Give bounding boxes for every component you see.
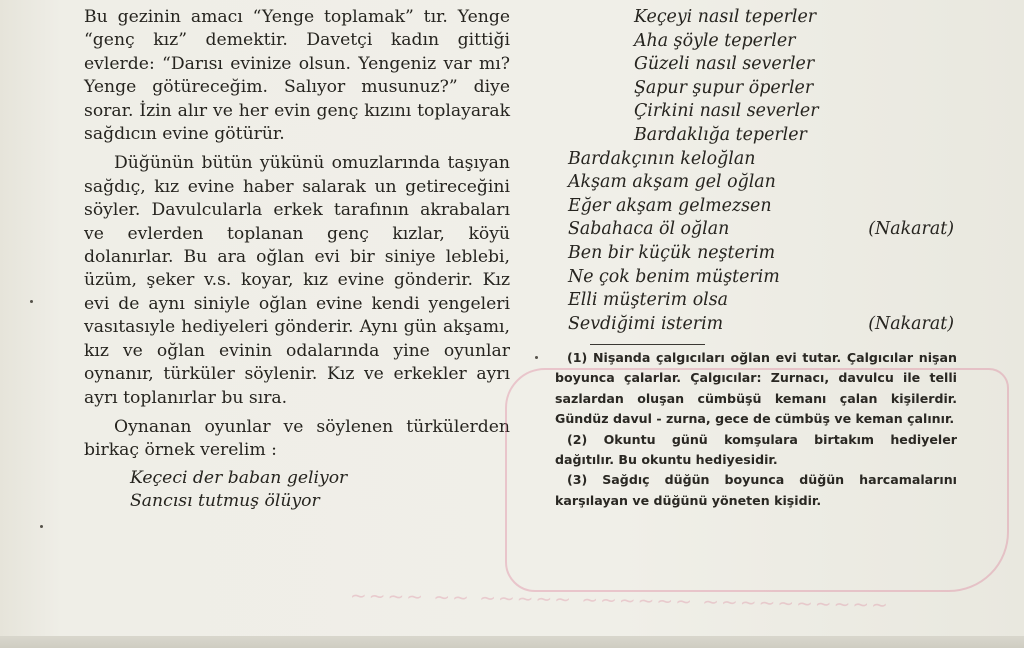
speck bbox=[40, 525, 43, 528]
nakarat-label: (Nakarat) bbox=[868, 313, 954, 334]
pink-ink-mark bbox=[505, 368, 1009, 592]
verse-line: Aha şöyle teperler bbox=[634, 30, 796, 51]
paragraph-sagdic: Düğünün bütün yükünü omuzlarında taşıyan sağdıç, kız evine haber salarak un getireceğini söyler. Davulcularla erkek tarafının akrabaları ve evlerden toplanan genç kızlar, köyü dolanırlar. Bu ara oğlan evi bir siniye leblebi, üzüm, şeker v.s. koyar, kız evine gönderir. Kız evi de aynı siniyle oğlan evine kendi yengeleri vasıtasıyle hediyeleri gönderir. Aynı gün akşamı, kız ve oğlan evinin odalarında yine oyunlar oynanır, türküler söylenir. Kız ve erkekler ayrı ayrı toplanırlar bu sıra. bbox=[84, 153, 510, 408]
verse-line: Bardakçının keloğlan bbox=[568, 148, 756, 169]
verse-line: Akşam akşam gel oğlan bbox=[568, 172, 776, 193]
verse-line: Keçeyi nasıl teperler bbox=[634, 7, 817, 27]
verse-line: Güzeli nasıl severler bbox=[634, 54, 815, 75]
speck bbox=[535, 356, 538, 359]
paragraph-ornek: Oynanan oyunlar ve söylenen türkülerden birkaç örnek verelim : bbox=[84, 416, 510, 461]
footnote-3: (3) Sağdıç düğün boyunca düğün harcamalarını karşılayan ve düğünü yöneten kişidir. bbox=[555, 472, 957, 508]
verse-line: Şapur şupur öperler bbox=[634, 77, 814, 98]
verse-line: Eğer akşam gelmezsen bbox=[568, 195, 772, 216]
footnote-1: (1) Nişanda çalgıcıları oğlan evi tutar. Çalgıcılar nişan boyunca çalarlar. Çalgıcılar: Zurnacı, davulcu ile telli sazlardan oluşan cümbüşü kemanı çalan kişilerdir. Gündüz davul - zurna, gece de cümbüş ve keman çalınır. bbox=[555, 350, 957, 427]
right-column-verse bbox=[568, 6, 960, 336]
verse-line: Sancısı tutmuş ölüyor bbox=[130, 491, 320, 512]
verse-line: Bardaklığa teperler bbox=[634, 124, 807, 145]
footnote-divider bbox=[590, 344, 705, 345]
verse-line: Elli müşterim olsa bbox=[568, 290, 729, 311]
verse-line: Çirkini nasıl severler bbox=[634, 101, 819, 122]
verse-line: Sabahaca öl oğlan (Nakarat) bbox=[568, 218, 960, 242]
verse-line: Keçeci der baban geliyor bbox=[130, 467, 348, 488]
footnote-2: (2) Okuntu günü komşulara birtakım hediyeler dağıtılır. Bu okuntu hediyesidir. bbox=[555, 431, 957, 468]
speck bbox=[30, 300, 33, 303]
page-bottom-edge bbox=[0, 636, 1024, 648]
paragraph-yenge: Bu gezinin amacı “Yenge toplamak” tır. Yenge “genç kız” demektir. Davetçi kadın gittiği evlerde: “Darısı evinize olsun. Yengeniz var mı? Yenge götüreceğim. Salıyor musunuz?” diye sorar. İzin alır ve her evin genç kızını toplayarak sağdıcın evine götürür. bbox=[84, 7, 510, 145]
verse-line: Sevdiğimi isterim (Nakarat) bbox=[568, 313, 960, 337]
verse-line: Ben bir küçük neşterim bbox=[568, 242, 776, 263]
left-column bbox=[84, 6, 510, 514]
left-verse bbox=[84, 467, 510, 514]
verse-line: Ne çok benim müşterim bbox=[568, 266, 780, 287]
nakarat-label: (Nakarat) bbox=[868, 219, 954, 240]
pink-scrawl-mark: ~~~~ ~~ ~~~~~ ~~~~~~ ~~~~~~~~~~ bbox=[349, 583, 891, 617]
